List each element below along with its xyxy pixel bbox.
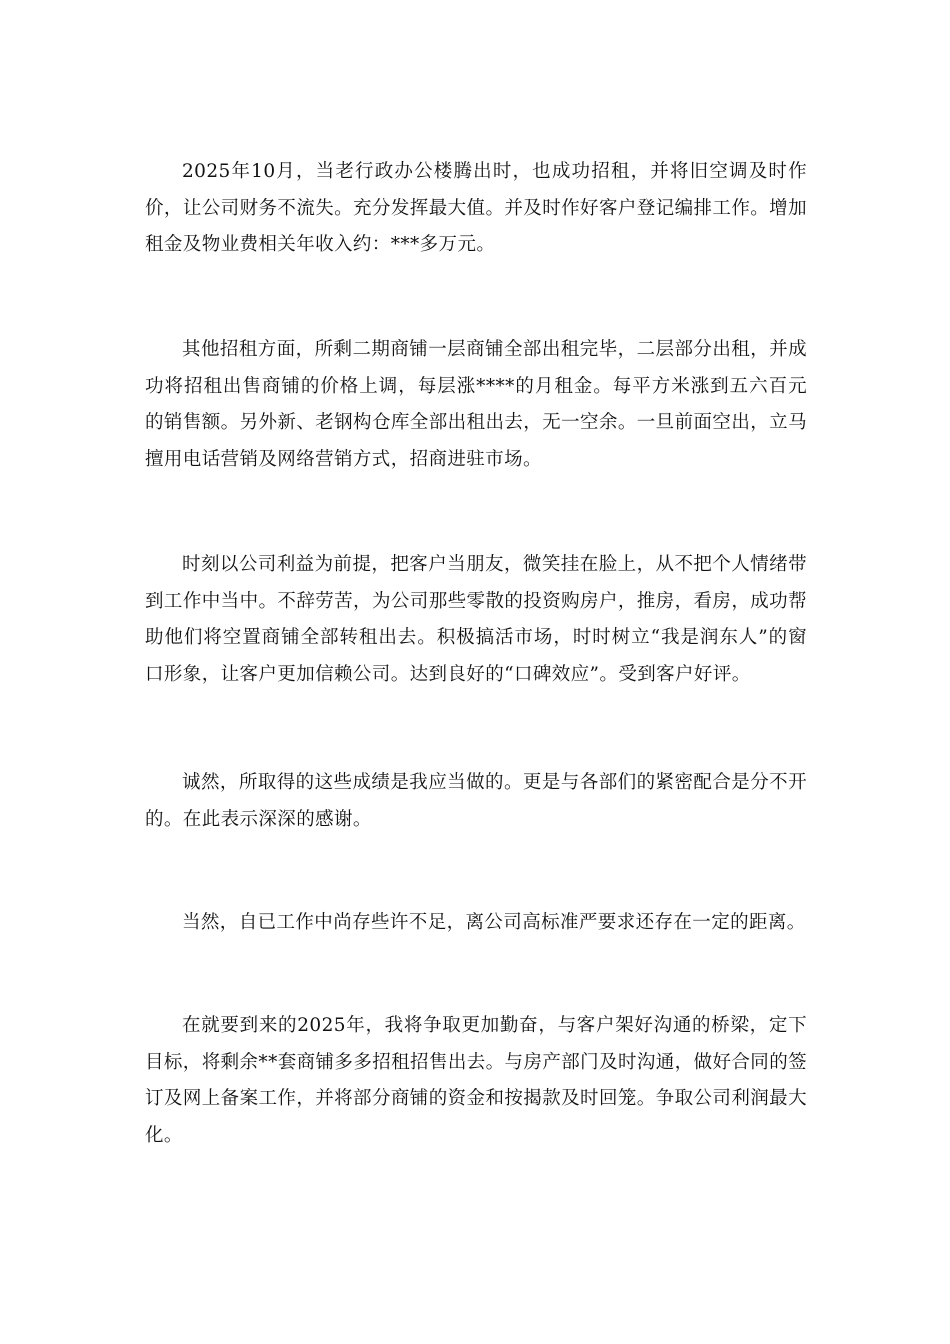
paragraph-other-leasing: 其他招租方面，所剩二期商铺一层商铺全部出租完毕，二层部分出租，并成功将招租出售商铺的价格上调，每层涨****的月租金。每平方米涨到五六百元的销售额。另外新、老钢构仓库全部出租出去，无一空余。一旦前面空出，立马擅用电话营销及网络营销方式，招商进驻市场。 [145,339,807,470]
paragraph-leasing-office: 2025年10月，当老行政办公楼腾出时，也成功招租，并将旧空调及时作价，让公司财务不流失。充分发挥最大值。并及时作好客户登记编排工作。增加租金及物业费相关年收入约：***多万元。 [145,161,807,255]
paragraph-customer-service: 时刻以公司利益为前提，把客户当朋友，微笑挂在脸上，从不把个人情绪带到工作中当中。不辞劳苦，为公司那些零散的投资购房户，推房，看房，成功帮助他们将空置商铺全部转租出去。积极搞活市场，时时树立“我是润东人”的窗口形象，让客户更加信赖公司。达到良好的“口碑效应”。受到客户好评。 [145,554,807,685]
paragraph-thanks: 诚然，所取得的这些成绩是我应当做的。更是与各部们的紧密配合是分不开的。在此表示深深的感谢。 [145,772,807,830]
paragraph-next-year-plan: 在就要到来的2025年，我将争取更加勤奋，与客户架好沟通的桥梁，定下目标，将剩余**套商铺多多招租招售出去。与房产部门及时沟通，做好合同的签订及网上备案工作，并将部分商铺的资金和按揭款及时回笼。争取公司利润最大化。 [145,1015,807,1146]
paragraph-shortcomings: 当然，自已工作中尚存些许不足，离公司高标准严要求还存在一定的距离。 [182,912,806,933]
